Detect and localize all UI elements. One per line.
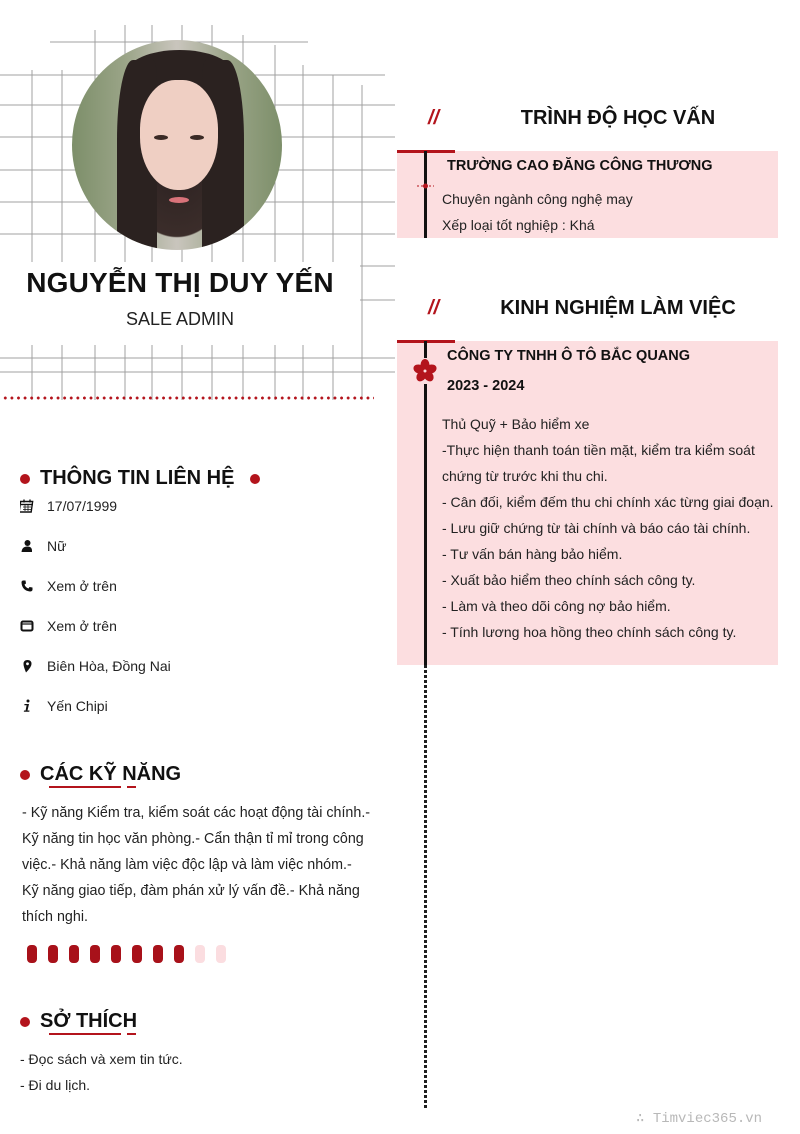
skill-bar-filled xyxy=(27,945,37,963)
job-description xyxy=(442,411,774,645)
address-value: Biên Hòa, Đồng Nai xyxy=(47,658,171,674)
skill-bar-filled xyxy=(174,945,184,963)
contact-heading-text: THÔNG TIN LIÊN HỆ xyxy=(40,467,235,489)
heading-underline-accent xyxy=(127,1033,136,1035)
skill-bar-empty xyxy=(195,945,205,963)
education-box xyxy=(397,151,778,238)
hobby-item: - Đọc sách và xem tin tức. xyxy=(20,1051,183,1067)
birthday-value: 17/07/1999 xyxy=(47,498,118,514)
avatar-face xyxy=(140,80,218,190)
skill-bar-filled xyxy=(69,945,79,963)
watermark: ∴ Timviec365.vn xyxy=(636,1111,763,1127)
contact-birthday xyxy=(20,498,117,514)
job-duty: - Cân đối, kiểm đếm thu chi chính xác từng giai đoạn. xyxy=(442,494,774,510)
skill-bar-empty xyxy=(216,945,226,963)
hobbies-list xyxy=(20,1046,183,1098)
job-duty: - Làm và theo dõi công nợ bảo hiểm. xyxy=(442,598,671,614)
skill-rating xyxy=(27,945,226,963)
info-icon xyxy=(20,699,47,713)
heading-underline xyxy=(49,1033,121,1035)
experience-heading xyxy=(428,297,788,320)
timeline-line xyxy=(424,341,427,665)
bullet-dot-icon xyxy=(20,770,30,780)
timeline-line xyxy=(424,151,427,238)
hobby-item: - Đi du lịch. xyxy=(20,1077,91,1093)
job-title: SALE ADMIN xyxy=(125,309,235,329)
user-icon xyxy=(20,539,47,553)
flower-icon xyxy=(412,358,438,384)
dotted-divider xyxy=(2,396,374,400)
slash-icon: // xyxy=(428,107,440,129)
calendar-icon xyxy=(20,499,47,513)
avatar-eye-left xyxy=(154,135,168,140)
email-icon xyxy=(20,619,47,633)
bullet-dot-icon xyxy=(20,1017,30,1027)
avatar xyxy=(72,40,282,250)
name-block xyxy=(0,262,360,340)
timeline-dashed-line xyxy=(424,665,427,1108)
phone-value: Xem ở trên xyxy=(47,578,117,594)
nickname-value: Yến Chipi xyxy=(47,698,108,714)
education-grade: Xếp loại tốt nghiệp : Khá xyxy=(442,217,595,233)
full-name: NGUYỄN THỊ DUY YẾN xyxy=(26,267,334,298)
gender-value: Nữ xyxy=(47,538,67,554)
education-major: Chuyên ngành công nghệ may xyxy=(442,191,633,207)
school-name: TRƯỜNG CAO ĐĂNG CÔNG THƯƠNG xyxy=(447,158,713,174)
job-duty: - Tính lương hoa hồng theo chính sách công ty. xyxy=(442,624,737,640)
skill-bar-filled xyxy=(111,945,121,963)
skill-bar-filled xyxy=(48,945,58,963)
work-period: 2023 - 2024 xyxy=(447,378,525,394)
contact-gender xyxy=(20,538,66,554)
job-duty: chứng từ trước khi thu chi. xyxy=(442,468,608,484)
skill-bar-filled xyxy=(90,945,100,963)
job-duty: - Tư vấn bán hàng bảo hiểm. xyxy=(442,546,623,562)
avatar-eye-right xyxy=(190,135,204,140)
phone-icon xyxy=(20,579,47,593)
email-value: Xem ở trên xyxy=(47,618,117,634)
location-pin-icon xyxy=(20,659,47,673)
heading-underline xyxy=(49,786,121,788)
skills-heading xyxy=(20,763,181,786)
contact-email xyxy=(20,618,117,634)
experience-heading-text: KINH NGHIỆM LÀM VIỆC xyxy=(500,297,736,319)
experience-box xyxy=(397,341,778,665)
company-name: CÔNG TY TNHH Ô TÔ BẮC QUANG xyxy=(447,348,691,364)
skill-bar-filled xyxy=(153,945,163,963)
hobbies-heading xyxy=(20,1010,137,1033)
education-heading xyxy=(428,107,788,130)
timeline-node-icon xyxy=(417,176,434,182)
contact-nickname xyxy=(20,698,108,714)
contact-phone xyxy=(20,578,117,594)
hobbies-heading-text: SỞ THÍCH xyxy=(40,1010,138,1032)
job-role: Thủ Quỹ + Bảo hiểm xe xyxy=(442,416,590,432)
skill-bar-filled xyxy=(132,945,142,963)
heading-underline-accent xyxy=(127,786,136,788)
slash-icon: // xyxy=(428,297,440,319)
contact-heading xyxy=(20,467,260,490)
education-heading-text: TRÌNH ĐỘ HỌC VẤN xyxy=(520,107,716,129)
bullet-dot-icon xyxy=(20,474,30,484)
bullet-dot-icon xyxy=(250,474,260,484)
avatar-lips xyxy=(169,197,189,203)
job-duty: - Lưu giữ chứng từ tài chính và báo cáo tài chính. xyxy=(442,520,751,536)
skills-description: - Kỹ năng Kiểm tra, kiểm soát các hoạt động tài chính.- Kỹ năng tin học văn phòng.- Cẩn thận tỉ mỉ trong công việc.- Khả năng làm việc độc lập và làm việc nhóm.- Kỹ năng giao tiếp, đàm phán xử lý vấn đề.- Khả năng thích nghi. xyxy=(22,805,371,925)
skills-heading-text: CÁC KỸ NĂNG xyxy=(40,763,182,785)
contact-address xyxy=(20,658,171,674)
job-duty: - Xuất bảo hiểm theo chính sách công ty. xyxy=(442,572,696,588)
job-duty: -Thực hiện thanh toán tiền mặt, kiểm tra kiểm soát xyxy=(442,442,755,458)
